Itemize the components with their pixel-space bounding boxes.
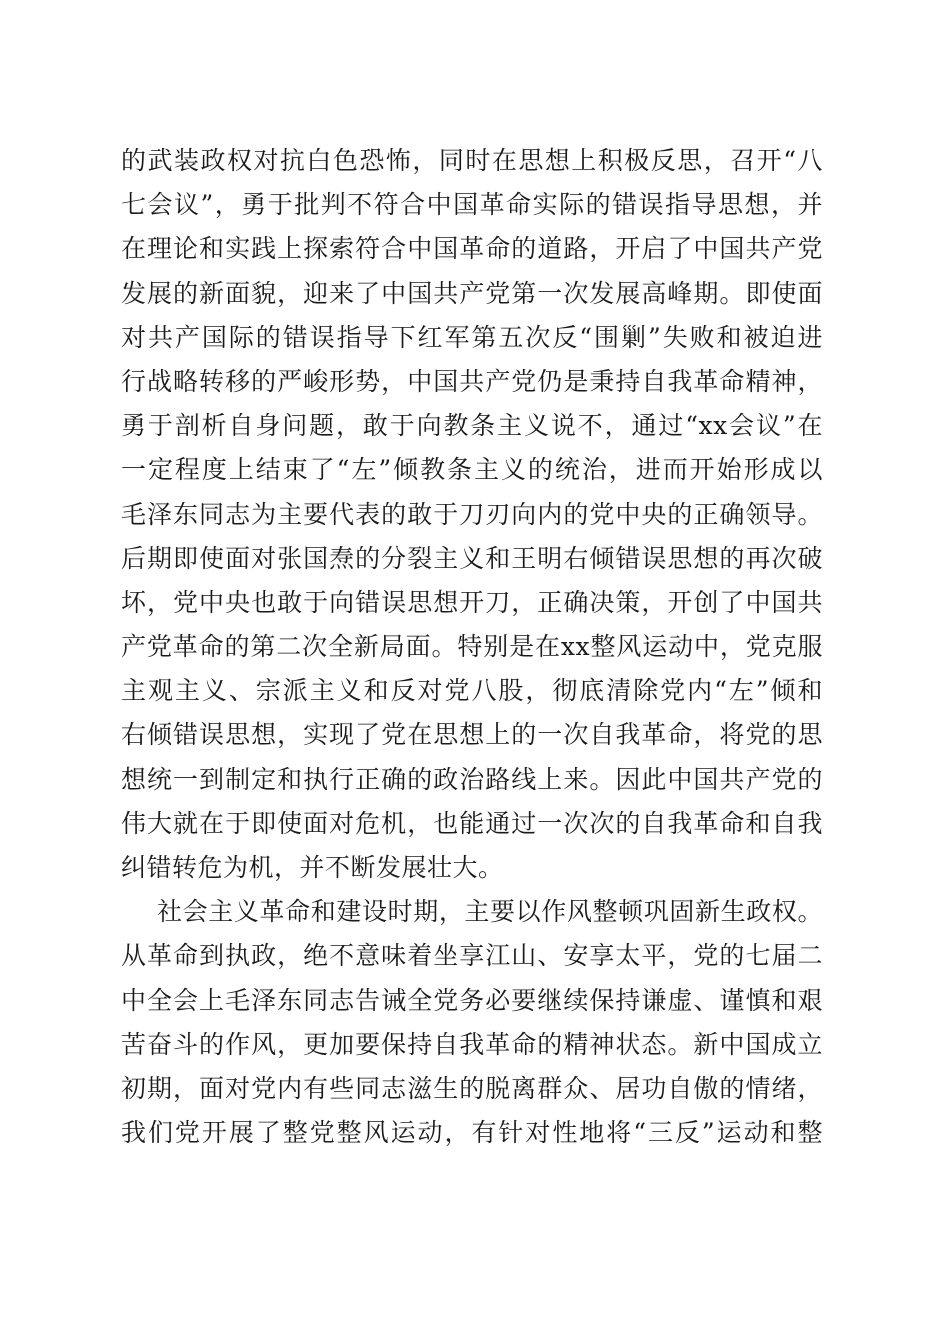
- text-line: 我们党开展了整党整风运动，有针对性地将“三反”运动和整: [121, 1118, 823, 1148]
- text-line: 想统一到制定和执行正确的政治路线上来。因此中国共产党的: [121, 764, 823, 794]
- text-line: 从革命到执政，绝不意味着坐享江山、安享太平，党的七届二: [121, 941, 823, 971]
- text-line: 发展的新面貌，迎来了中国共产党第一次发展高峰期。即使面: [121, 278, 823, 308]
- text-line: 伟大就在于即使面对危机，也能通过一次次的自我革命和自我: [121, 808, 823, 838]
- text-line: 中全会上毛泽东同志告诫全党务必要继续保持谦虚、谨慎和艰: [121, 985, 823, 1015]
- text-line: 后期即使面对张国焘的分裂主义和王明右倾错误思想的再次破: [121, 543, 823, 573]
- text-line: 毛泽东同志为主要代表的敢于刀刃向内的党中央的正确领导。: [121, 499, 823, 529]
- text-line: 一定程度上结束了“左”倾教条主义的统治，进而开始形成以: [121, 455, 823, 485]
- text-line: 行战略转移的严峻形势，中国共产党仍是秉持自我革命精神，: [121, 366, 823, 396]
- text-line: 的武装政权对抗白色恐怖，同时在思想上积极反思，召开“八: [121, 146, 823, 175]
- text-line: 社会主义革命和建设时期，主要以作风整顿巩固新生政权。: [157, 897, 823, 927]
- text-line: 苦奋斗的作风，更加要保持自我革命的精神状态。新中国成立: [121, 1029, 823, 1059]
- text-line: 坏，党中央也敢于向错误思想开刀，正确决策，开创了中国共: [121, 587, 823, 617]
- text-line: 主观主义、宗派主义和反对党八股，彻底清除党内“左”倾和: [121, 676, 823, 706]
- text-line: 对共产国际的错误指导下红军第五次反“围剿”失败和被迫进: [121, 322, 823, 352]
- text-line: 勇于剖析自身问题，敢于向教条主义说不，通过“xx会议”在: [121, 411, 823, 441]
- text-line: 在理论和实践上探索符合中国革命的道路，开启了中国共产党: [121, 234, 823, 264]
- text-line: 纠错转危为机，并不断发展壮大。: [121, 853, 504, 882]
- text-line: 七会议”，勇于批判不符合中国革命实际的错误指导思想，并: [121, 190, 823, 220]
- paragraph-1: [121, 139, 823, 890]
- text-line: 右倾错误思想，实现了党在思想上的一次自我革命，将党的思: [121, 720, 823, 750]
- text-line: 产党革命的第二次全新局面。特别是在xx整风运动中，党克服: [121, 632, 823, 662]
- text-line: 初期，面对党内有些同志滋生的脱离群众、居功自傲的情绪，: [121, 1073, 823, 1103]
- body-text: [121, 139, 823, 1155]
- paragraph-2: [121, 890, 823, 1155]
